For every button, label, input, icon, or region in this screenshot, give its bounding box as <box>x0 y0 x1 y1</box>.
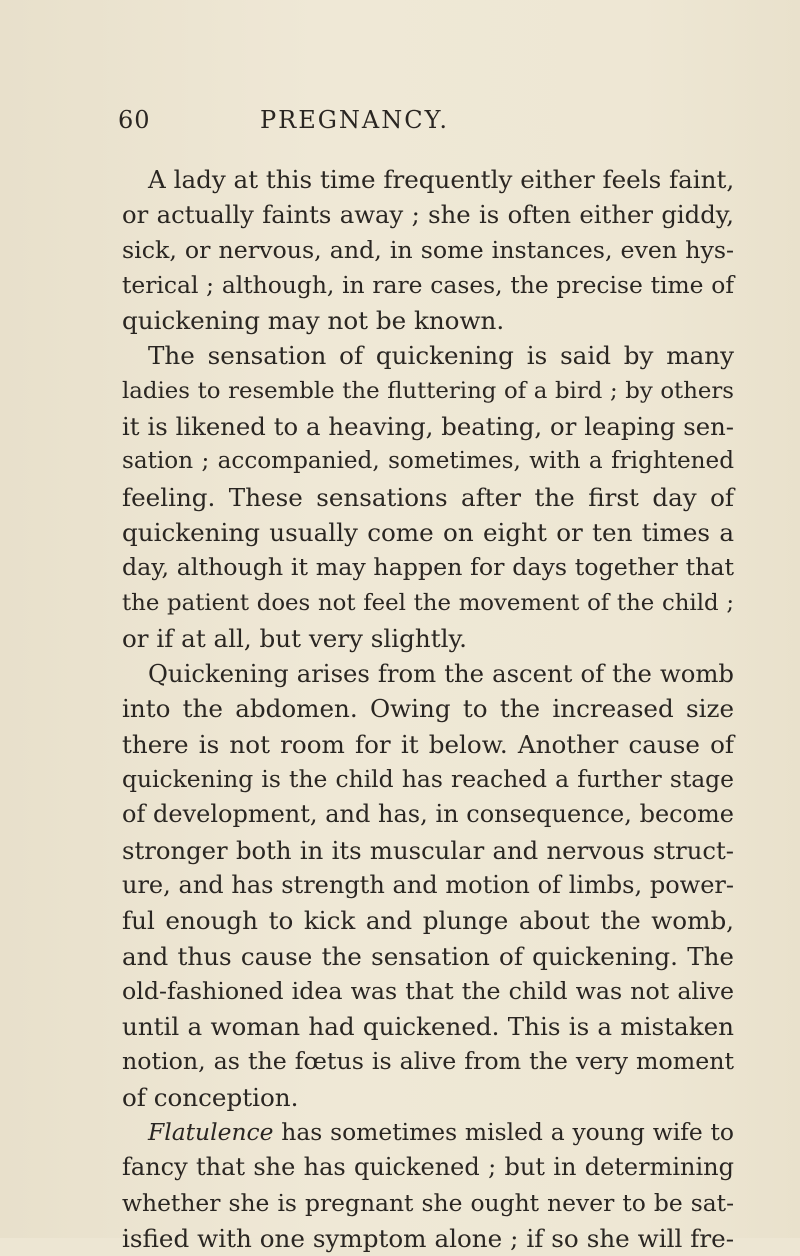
text-line: quickening is the child has reached a further stage <box>122 765 734 794</box>
text-line: stronger both in its muscular and nervous struct- <box>122 835 734 865</box>
text-line: into the abdomen. Owing to the increased size <box>122 694 734 724</box>
text-lines <box>122 162 734 1115</box>
page-number: 60 <box>118 106 151 134</box>
text-line: the patient does not feel the movement of the child ; <box>122 589 734 616</box>
page-header <box>118 106 718 142</box>
text-line: ful enough to kick and plunge about the womb, <box>122 906 734 936</box>
text-line: old-fashioned idea was that the child was not alive <box>122 976 734 1005</box>
text-line: sick, or nervous, and, in some instances, even hys- <box>122 235 734 264</box>
text-line: ure, and has strength and motion of limbs, power- <box>122 870 734 899</box>
text-line: ladies to resemble the fluttering of a bird ; by others <box>122 377 734 404</box>
body-text <box>122 162 734 1256</box>
text-line: quickening may not be known. <box>122 306 505 336</box>
italic-term: Flatulence <box>148 1118 274 1147</box>
text-line: until a woman had quickened. This is a mistaken <box>122 1012 734 1042</box>
text-line: A lady at this time frequently either feels faint, <box>148 165 735 194</box>
text-line: whether she is pregnant she ought never to be sat- <box>122 1188 734 1217</box>
text-line: day, although it may happen for days together that <box>122 553 734 582</box>
text-line: or if at all, but very slightly. <box>122 623 467 653</box>
text-line: isfied with one symptom alone ; if so she will fre- <box>122 1223 734 1253</box>
text-line-rest: has sometimes misled a young wife to <box>273 1118 734 1147</box>
text-line-flatulence <box>122 1115 734 1150</box>
text-line: of conception. <box>122 1082 299 1112</box>
running-head: PREGNANCY. <box>260 106 449 134</box>
text-line: fancy that she has quickened ; but in determining <box>122 1153 734 1182</box>
text-line: it is likened to a heaving, beating, or leaping sen- <box>122 412 734 442</box>
text-line: terical ; although, in rare cases, the precise time of <box>122 270 734 299</box>
text-line: or actually faints away ; she is often either giddy, <box>122 200 734 230</box>
text-line: feeling. These sensations after the first day of <box>122 482 734 512</box>
text-line: quickening usually come on eight or ten times a <box>122 517 734 547</box>
flatulence-lines <box>122 1150 734 1256</box>
text-line: there is not room for it below. Another cause of <box>122 729 734 759</box>
text-line: sation ; accompanied, sometimes, with a frightened <box>122 448 734 475</box>
text-line: and thus cause the sensation of quickening. The <box>122 941 734 971</box>
text-line: The sensation of quickening is said by many <box>148 341 734 371</box>
text-line: of development, and has, in consequence, become <box>122 800 734 829</box>
text-line: notion, as the fœtus is alive from the very moment <box>122 1047 734 1076</box>
text-line: Quickening arises from the ascent of the womb <box>148 659 734 689</box>
